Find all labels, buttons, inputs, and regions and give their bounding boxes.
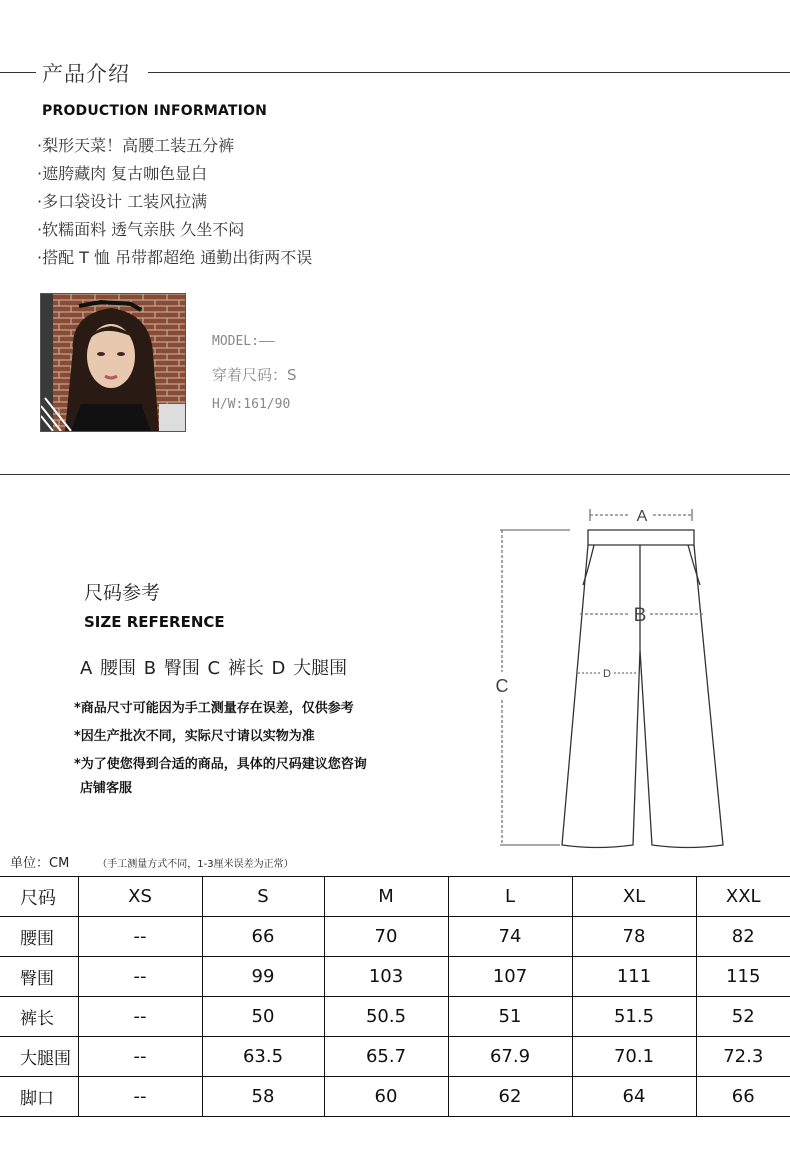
table-header-cell: L [448, 877, 572, 917]
table-cell: 50.5 [324, 997, 448, 1037]
note-item: *为了使您得到合适的商品，具体的尺码建议您咨询 [74, 757, 367, 772]
feature-item: ·搭配 T 恤 吊带都超绝 通勤出街两不误 [37, 248, 313, 267]
header-rule-right [148, 72, 790, 73]
table-header-cell: S [202, 877, 324, 917]
table-row [0, 997, 790, 1037]
feature-item: ·软糯面料 透气亲肤 久坐不闷 [37, 220, 245, 239]
size-reference-subtitle: SIZE REFERENCE [84, 613, 225, 631]
table-cell: -- [78, 997, 202, 1037]
table-row [0, 1077, 790, 1117]
feature-item: ·梨形天菜！高腰工装五分裤 [37, 136, 235, 155]
note-item: 店铺客服 [80, 781, 133, 796]
size-table [0, 876, 790, 1117]
table-cell: 大腿围 [0, 1037, 78, 1077]
table-row [0, 1037, 790, 1077]
table-cell: -- [78, 917, 202, 957]
unit-row [10, 852, 294, 871]
table-header-cell: M [324, 877, 448, 917]
note-item: *商品尺寸可能因为手工测量存在误差，仅供参考 [74, 701, 354, 716]
table-cell: 70 [324, 917, 448, 957]
table-cell: 60 [324, 1077, 448, 1117]
section-title: 产品介绍 [42, 62, 130, 86]
unit-note: （手工测量方式不同，1-3厘米误差为正常） [97, 859, 294, 870]
table-cell: 115 [696, 957, 790, 997]
table-header-cell: XS [78, 877, 202, 917]
diagram-label-b: B [633, 605, 647, 626]
table-cell: 51 [448, 997, 572, 1037]
size-reference-title: 尺码参考 [84, 582, 161, 604]
table-cell: 裤长 [0, 997, 78, 1037]
diagram-label-d: D [603, 668, 611, 680]
table-cell: 50 [202, 997, 324, 1037]
table-cell: 64 [572, 1077, 696, 1117]
note-item: *因生产批次不同，实际尺寸请以实物为准 [74, 729, 315, 744]
table-cell: 72.3 [696, 1037, 790, 1077]
table-cell: 82 [696, 917, 790, 957]
table-cell: 99 [202, 957, 324, 997]
pants-diagram [490, 500, 740, 860]
table-cell: 52 [696, 997, 790, 1037]
table-cell: -- [78, 1037, 202, 1077]
table-cell: 65.7 [324, 1037, 448, 1077]
unit-label: 单位：CM [10, 856, 70, 871]
table-header-cell: XL [572, 877, 696, 917]
table-cell: 111 [572, 957, 696, 997]
table-cell: 51.5 [572, 997, 696, 1037]
table-cell: 107 [448, 957, 572, 997]
model-photo [40, 293, 186, 432]
measurement-legend: A 腰围 B 臀围 C 裤长 D 大腿围 [80, 658, 348, 679]
table-cell: 74 [448, 917, 572, 957]
table-header-cell: 尺码 [0, 877, 78, 917]
model-name: MODEL:—— [212, 334, 275, 349]
section-divider [0, 474, 790, 475]
feature-item: ·遮胯藏肉 复古咖色显白 [37, 164, 208, 183]
diagram-label-c: C [495, 676, 509, 696]
table-cell: 62 [448, 1077, 572, 1117]
table-cell: 58 [202, 1077, 324, 1117]
table-cell: -- [78, 957, 202, 997]
model-size: 穿着尺码：S [212, 366, 297, 384]
diagram-label-a: A [636, 508, 648, 525]
section-subtitle: PRODUCTION INFORMATION [42, 103, 268, 119]
table-cell: 66 [696, 1077, 790, 1117]
table-cell: 78 [572, 917, 696, 957]
table-cell: 臀围 [0, 957, 78, 997]
table-cell: 脚口 [0, 1077, 78, 1117]
table-cell: -- [78, 1077, 202, 1117]
table-row [0, 917, 790, 957]
table-cell: 67.9 [448, 1037, 572, 1077]
feature-item: ·多口袋设计 工装风拉满 [37, 192, 208, 211]
table-row [0, 957, 790, 997]
model-height-weight: H/W:161/90 [212, 397, 291, 412]
table-cell: 63.5 [202, 1037, 324, 1077]
header-rule-left [0, 72, 36, 73]
table-cell: 103 [324, 957, 448, 997]
table-cell: 腰围 [0, 917, 78, 957]
table-cell: 66 [202, 917, 324, 957]
table-cell: 70.1 [572, 1037, 696, 1077]
table-header-cell: XXL [696, 877, 790, 917]
table-header-row [0, 877, 790, 917]
